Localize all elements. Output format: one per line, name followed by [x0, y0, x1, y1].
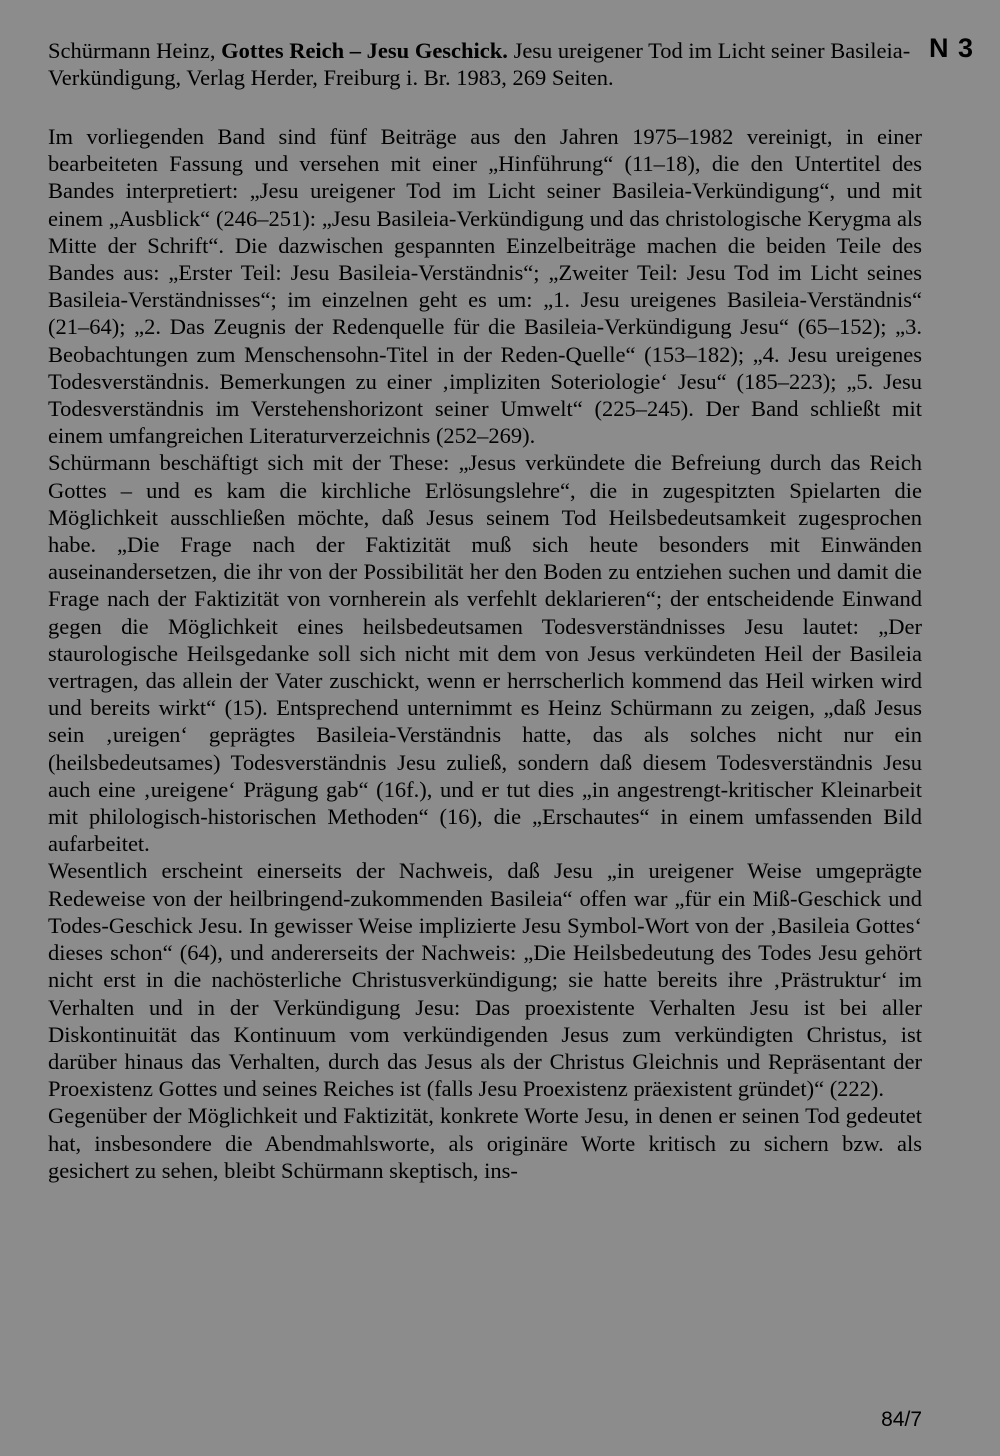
review-body	[48, 123, 922, 1184]
paragraph: Wesentlich erscheint einerseits der Nachweis, daß Jesu „in ureigener Weise umgeprägte Redeweise von der heilbringend-zukommenden Basileia“ offen war „für ein Miß-Geschick und Todes-Geschick Jesu. In gewisser Weise implizierte Jesu Symbol-Wort von der ‚Basileia Gottes‘ dieses schon“ (64), und andererseits der Nachweis: „Die Heilsbedeutung des Todes Jesu gehört nicht erst in die nachösterliche Christusverkündigung; sie hatte bereits ihre ‚Prästruktur‘ im Verhalten und in der Verkündigung Jesu: Das proexistente Verhalten Jesu ist bei aller Diskontinuität das Kontinuum vom verkündigenden Jesus zum verkündigten Christus, ist darüber hinaus das Verhalten, durch das Jesus als der Christus Gleichnis und Repräsentant der Proexistenz Gottes und seines Reiches ist (falls Jesu Proexistenz präexistent gründet)“ (222).	[48, 858, 922, 1102]
paragraph: Im vorliegenden Band sind fünf Beiträge aus den Jahren 1975–1982 vereinigt, in einer bearbeiteten Fassung und versehen mit einer „Hinführung“ (11–18), die den Untertitel des Bandes interpretiert: „Jesu ureigener Tod im Licht seiner Basileia-Verkündigung“, und mit einem „Ausblick“ (246–251): „Jesu Basileia-Verkündigung und das christologische Kerygma als Mitte der Schrift“. Die dazwischen gespannten Einzelbeiträge machen die beiden Teile des Bandes aus: „Erster Teil: Jesu Basileia-Verständnis“; „Zweiter Teil: Jesu Tod im Licht seines Basileia-Verständnisses“; im einzelnen geht es um: „1. Jesu ureigenes Basileia-Verständnis“ (21–64); „2. Das Zeugnis der Redenquelle für die Basileia-Verkündigung Jesu“ (65–152); „3. Beobachtungen zum Menschensohn-Titel in der Reden-Quelle“ (153–182); „4. Jesu ureigenes Todesverständnis. Bemerkungen zu einer ‚impliziten Soteriologie‘ Jesu“ (185–223); „5. Jesu Todesverständnis im Verstehenshorizont seiner Umwelt“ (225–245). Der Band schließt mit einem umfangreichen Literaturverzeichnis (252–269).	[48, 124, 922, 449]
bibliographic-header	[48, 37, 926, 91]
book-details: Jesu ureigener Tod im Licht seiner Basileia-Verkündigung, Verlag Herder, Freiburg i. Br. 1983, 269 Seiten.	[48, 38, 911, 90]
paragraph: Gegenüber der Möglichkeit und Faktizität, konkrete Worte Jesu, in denen er seinen Tod gedeutet hat, insbesondere die Abendmahlsworte, als originäre Worte kritisch zu sichern bzw. als gesichert zu sehen, bleibt Schürmann skeptisch, ins-	[48, 1103, 922, 1183]
section-code: N 3	[929, 33, 975, 63]
book-title: Gottes Reich – Jesu Geschick.	[221, 38, 508, 63]
page-number: 84/7	[881, 1408, 922, 1431]
paragraph: Schürmann beschäftigt sich mit der These: „Jesus verkündete die Befreiung durch das Reich Gottes – und es kam die kirchliche Erlösungslehre“, die in zugespitzten Spielarten die Möglichkeit ausschließen möchte, daß Jesus seinem Tod Heilsbedeutsamkeit zugesprochen habe. „Die Frage nach der Faktizität muß sich heute besonders mit Einwänden auseinandersetzen, die ihr von der Possibilität her den Boden zu entziehen suchen und damit die Frage nach der Faktizität von vornherein als verfehlt deklarieren“; der entscheidende Einwand gegen die Möglichkeit eines heilsbedeutsamen Todesverständnisses Jesu lautet: „Der staurologische Heilsgedanke soll sich nicht mit dem von Jesus verkündeten Heil der Basileia vertragen, das allein der Vater zuschickt, wenn er herrscherlich kommend das Heil wirken wird und bereits wirkt“ (15). Entsprechend unternimmt es Heinz Schürmann zu zeigen, „daß Jesus sein ‚ureigen‘ geprägtes Basileia-Verständnis hatte, das als solches nicht nur ein (heilsbedeutsames) Todesverständnis Jesu zuließ, sondern daß diesem Todesverständnis Jesu auch eine ‚ureigene‘ Prägung gab“ (16f.), und er tut dies „in angestrengt-kritischer Kleinarbeit mit philologisch-historischen Methoden“ (16), die „Erschautes“ in einem umfassenden Bild aufarbeitet.	[48, 450, 922, 857]
author: Schürmann Heinz,	[48, 38, 216, 63]
